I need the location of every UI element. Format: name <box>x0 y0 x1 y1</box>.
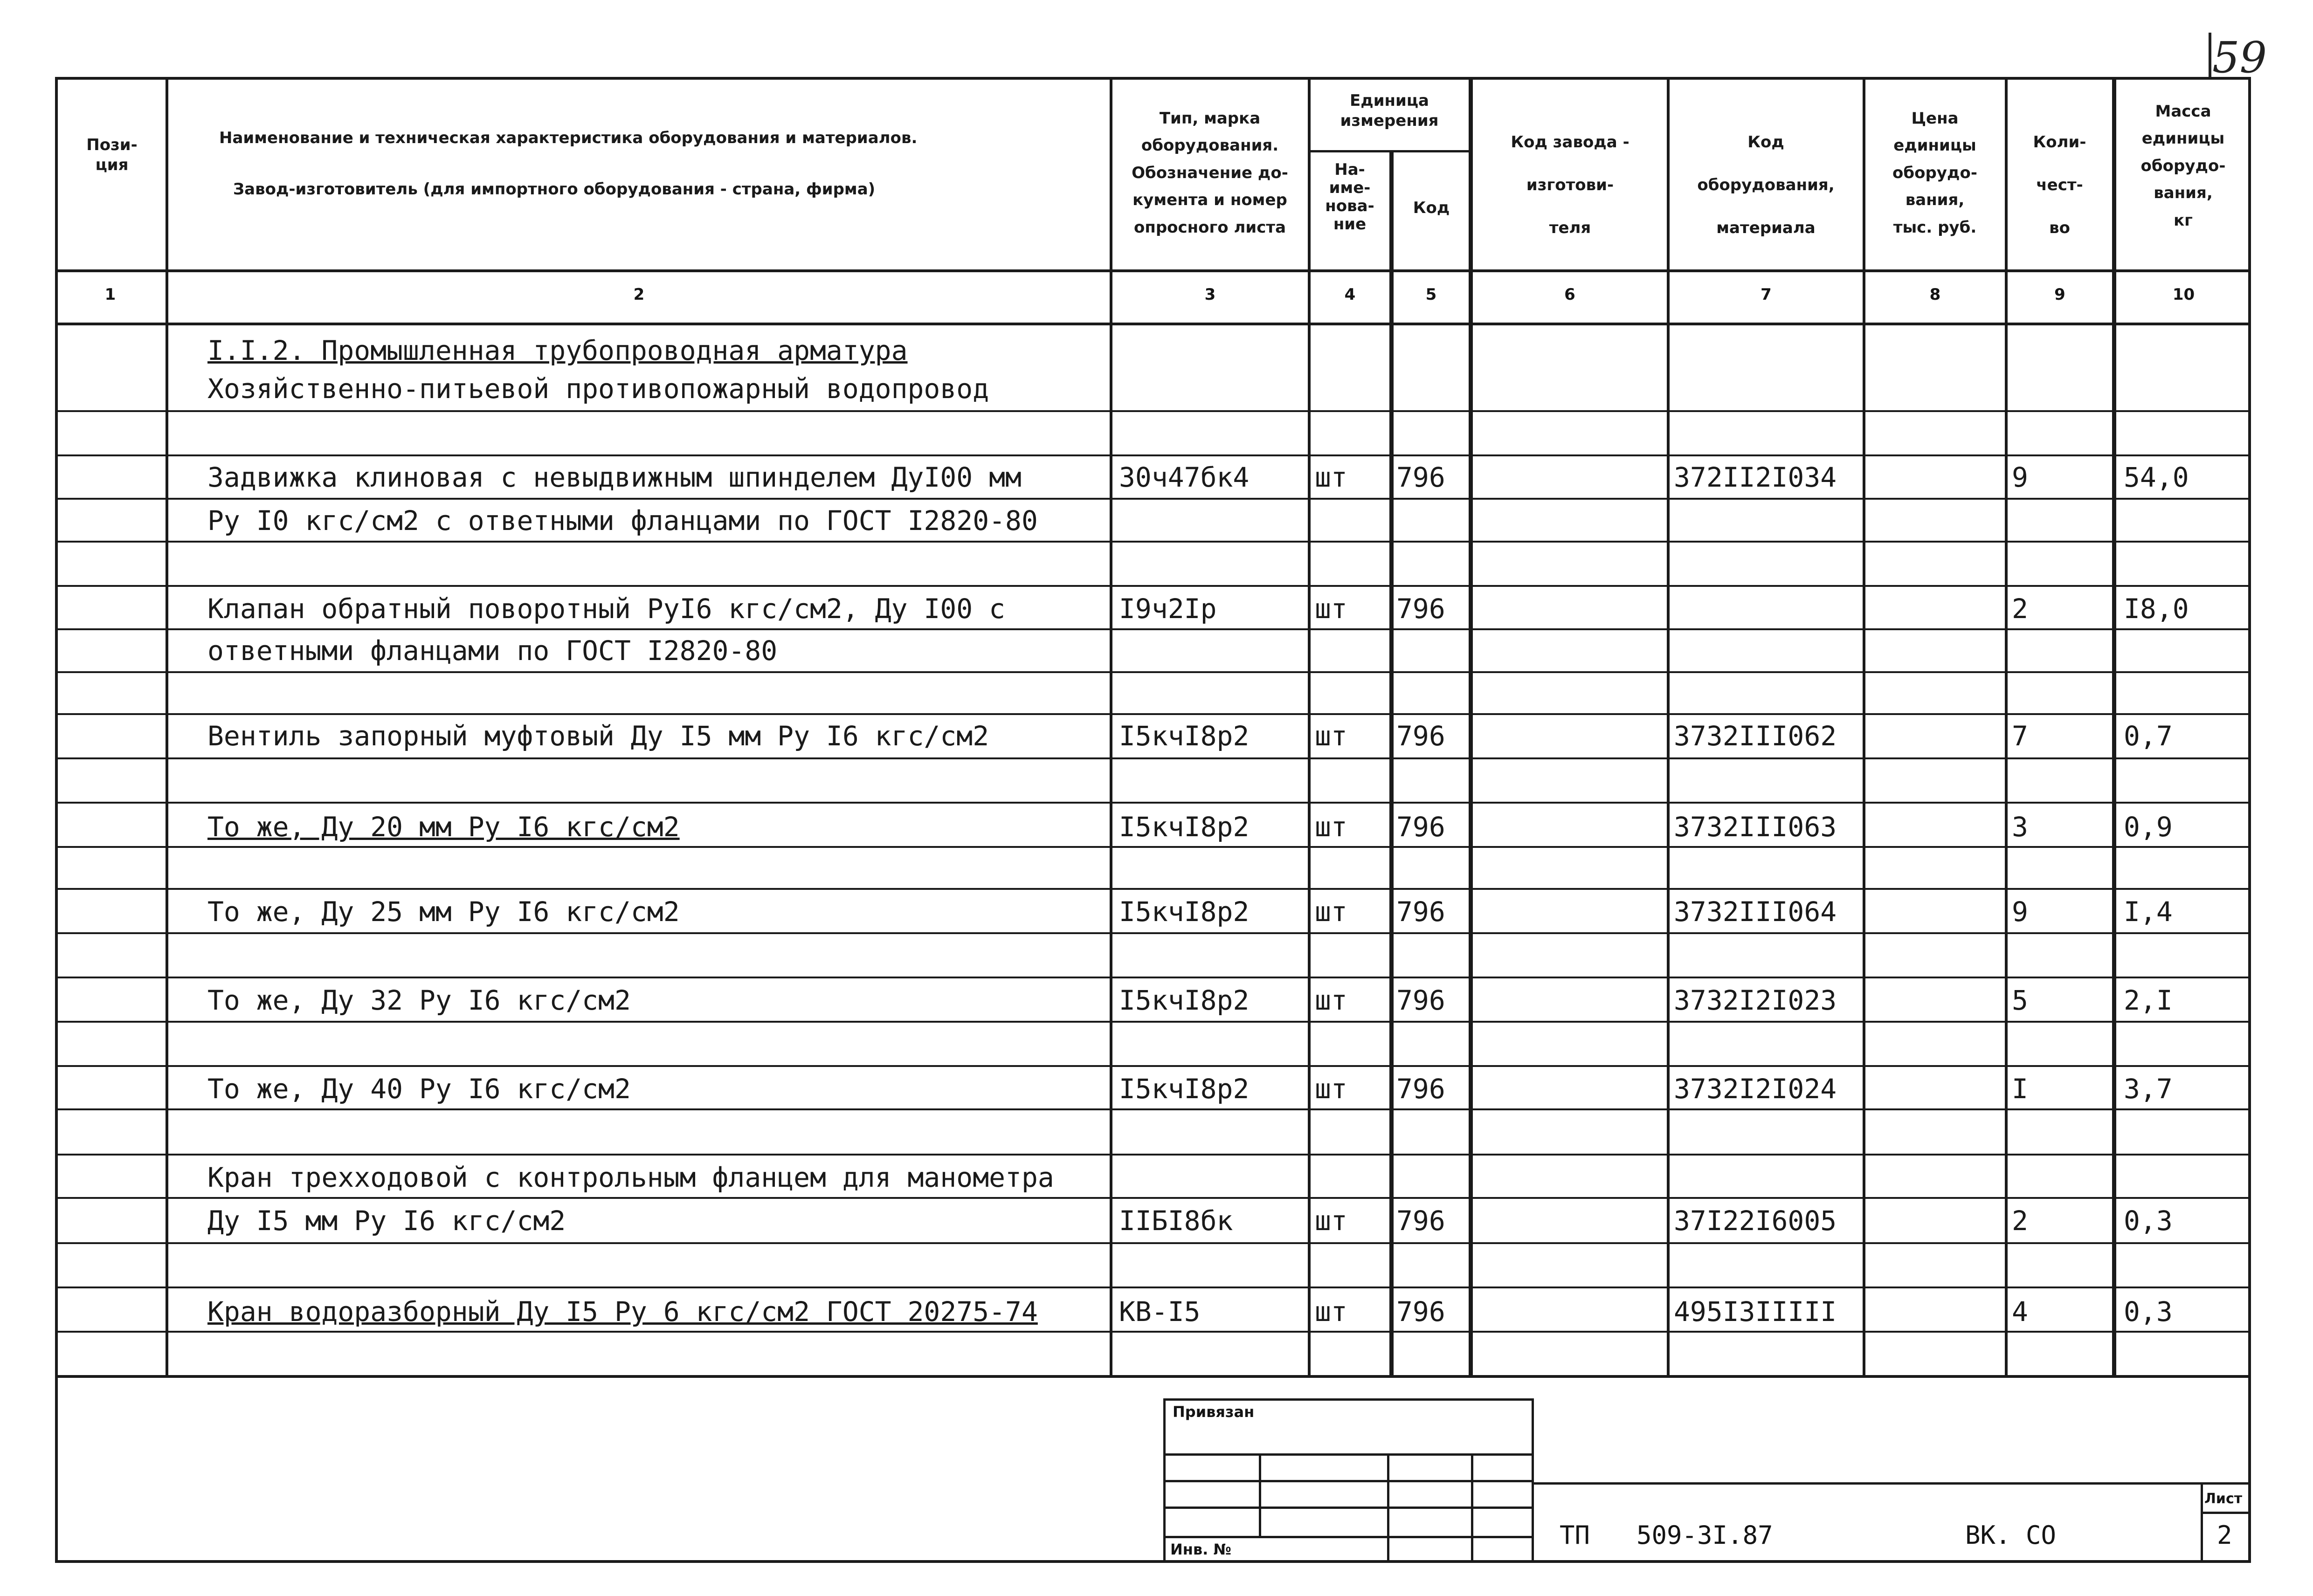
sheet-value: 2 <box>2217 1520 2232 1550</box>
row-line <box>55 802 2251 804</box>
item-type: I5кчI8р2 <box>1119 720 1250 752</box>
header-unit-name: На- име- нова- ние <box>1325 160 1374 234</box>
colnum-8: 8 <box>1929 285 1941 304</box>
section-title: I.I.2. Промышленная трубопроводная арматура <box>207 335 908 366</box>
item-unit: шт <box>1315 461 1347 493</box>
item-type: I5кчI8р2 <box>1119 896 1250 928</box>
item-name: То же, Ду 25 мм Ру I6 кгс/см2 <box>207 896 680 928</box>
header-type: Тип, марка оборудования. Обозначение до- кумента и номер опросного листа <box>1132 109 1288 237</box>
sheet-box-divider <box>2201 1512 2251 1514</box>
item-name: То же, Ду 40 Ру I6 кгс/см2 <box>207 1073 631 1105</box>
col-divider-4 <box>1389 150 1394 1377</box>
doc-number: 509-3I.87 <box>1636 1520 1773 1550</box>
header-bottom-line <box>55 269 2251 272</box>
header-factory-code: Код завода - изготови- теля <box>1511 133 1629 237</box>
item-mass: 0,9 <box>2124 811 2173 843</box>
item-name: Кран водоразборный Ду I5 Ру 6 кгс/см2 ГОСТ 20275-74 <box>207 1296 1038 1328</box>
sheet-label: Лист <box>2204 1491 2243 1507</box>
item-unit-code: 796 <box>1396 720 1445 752</box>
header-unit-group: Единица измерения <box>1340 91 1439 130</box>
item-code: 37I22I6005 <box>1674 1205 1837 1237</box>
colnum-7: 7 <box>1761 285 1772 304</box>
item-qty: 2 <box>2012 593 2028 625</box>
item-qty: I <box>2012 1073 2028 1105</box>
item-mass: 0,3 <box>2124 1205 2173 1237</box>
col-divider-5 <box>1469 77 1473 1377</box>
row-line <box>55 757 2251 759</box>
item-unit: шт <box>1315 811 1347 843</box>
header-equipment-code: Код оборудования, материала <box>1697 133 1835 237</box>
item-code: 3732I2I023 <box>1674 984 1837 1016</box>
row-line <box>55 888 2251 890</box>
item-type: I9ч2Iр <box>1119 593 1217 625</box>
colnum-2: 2 <box>633 285 645 304</box>
item-qty: 9 <box>2012 896 2028 928</box>
colnum-1: 1 <box>104 285 116 304</box>
item-name: Ру I0 кгс/см2 с ответными фланцами по ГОСТ I2820-80 <box>207 505 1038 537</box>
item-unit: шт <box>1315 896 1347 928</box>
col-divider-3 <box>1308 77 1311 1377</box>
row-line <box>55 628 2251 630</box>
page-number: 59 <box>2212 33 2267 83</box>
row-line <box>55 1331 2251 1333</box>
row-line <box>55 846 2251 848</box>
item-mass: 3,7 <box>2124 1073 2173 1105</box>
doc-block-topline <box>1534 1482 2251 1485</box>
row-line <box>55 1021 2251 1023</box>
stamp-vline <box>1259 1453 1261 1537</box>
header-price: Цена единицы оборудо- вания, тыс. руб. <box>1892 109 1977 237</box>
item-code: 3732III063 <box>1674 811 1837 843</box>
item-qty: 3 <box>2012 811 2028 843</box>
item-unit-code: 796 <box>1396 896 1445 928</box>
item-code: 372II2I034 <box>1674 461 1837 493</box>
item-name: То же, Ду 32 Ру I6 кгс/см2 <box>207 984 631 1016</box>
item-code: 3732III064 <box>1674 896 1837 928</box>
item-unit-code: 796 <box>1396 1073 1445 1105</box>
colnum-bottom-line <box>55 323 2251 325</box>
doc-prefix: ТП <box>1560 1520 1590 1550</box>
item-mass: 0,7 <box>2124 720 2173 752</box>
colnum-3: 3 <box>1204 285 1216 304</box>
header-position: Пози- ция <box>86 136 138 174</box>
item-unit-code: 796 <box>1396 461 1445 493</box>
item-name: Задвижка клиновая с невыдвижным шпинделем ДуI00 мм <box>207 461 1022 493</box>
item-name: То же, Ду 20 мм Ру I6 кгс/см2 <box>207 811 680 843</box>
item-code: 3732I2I024 <box>1674 1073 1837 1105</box>
row-line <box>55 1154 2251 1156</box>
header-unit-code: Код <box>1413 199 1450 217</box>
body-bottom-line <box>55 1375 2251 1378</box>
row-line <box>55 454 2251 456</box>
item-name: ответными фланцами по ГОСТ I2820-80 <box>207 635 778 667</box>
item-qty: 2 <box>2012 1205 2028 1237</box>
item-unit-code: 796 <box>1396 1296 1445 1328</box>
item-name: Вентиль запорный муфтовый Ду I5 мм Ру I6 кгс/см2 <box>207 720 989 752</box>
item-type: I5кчI8р2 <box>1119 811 1250 843</box>
item-unit-code: 796 <box>1396 593 1445 625</box>
item-mass: I,4 <box>2124 896 2173 928</box>
row-line <box>55 1065 2251 1067</box>
row-line <box>55 932 2251 934</box>
col-divider-1 <box>166 77 168 1377</box>
item-unit-code: 796 <box>1396 1205 1445 1237</box>
header-name-line1: Наименование и техническая характеристика оборудования и материалов. <box>219 129 918 147</box>
item-unit: шт <box>1315 1205 1347 1237</box>
row-line <box>55 1286 2251 1288</box>
item-qty: 4 <box>2012 1296 2028 1328</box>
item-qty: 9 <box>2012 461 2028 493</box>
item-unit: шт <box>1315 1296 1347 1328</box>
row-line <box>55 498 2251 500</box>
row-line <box>55 585 2251 587</box>
page-number-divider <box>2209 33 2211 77</box>
item-qty: 7 <box>2012 720 2028 752</box>
item-unit: шт <box>1315 984 1347 1016</box>
stamp-inv-label: Инв. № <box>1170 1541 1231 1558</box>
item-qty: 5 <box>2012 984 2028 1016</box>
item-unit-code: 796 <box>1396 984 1445 1016</box>
row-line <box>55 713 2251 715</box>
item-code: 495I3IIIII <box>1674 1296 1837 1328</box>
col-divider-2 <box>1110 77 1112 1377</box>
item-unit: шт <box>1315 1073 1347 1105</box>
item-mass: 54,0 <box>2124 461 2189 493</box>
col-divider-9 <box>2112 77 2116 1377</box>
row-line <box>55 977 2251 978</box>
colnum-4: 4 <box>1344 285 1356 304</box>
item-mass: 2,I <box>2124 984 2173 1016</box>
row-line <box>55 1242 2251 1244</box>
stamp-vline <box>1471 1453 1473 1563</box>
header-mass: Масса единицы оборудо- вания, кг <box>2140 102 2226 230</box>
stamp-linked-label: Привязан <box>1173 1403 1255 1421</box>
col-divider-8 <box>2005 77 2008 1377</box>
unit-group-divider <box>1308 150 1469 152</box>
row-line <box>55 541 2251 543</box>
colnum-6: 6 <box>1564 285 1575 304</box>
item-name: Клапан обратный поворотный РуI6 кгс/см2, Ду I00 с <box>207 593 1006 625</box>
colnum-9: 9 <box>2054 285 2065 304</box>
doc-mark: ВК. СО <box>1965 1520 2057 1550</box>
stamp-line <box>1163 1480 1534 1482</box>
row-line <box>55 1197 2251 1199</box>
stamp-line <box>1163 1507 1534 1509</box>
item-type: I5кчI8р2 <box>1119 984 1250 1016</box>
item-name: Кран трехходовой с контрольным фланцем для манометра <box>207 1162 1054 1193</box>
stamp-vline <box>1387 1453 1389 1563</box>
item-unit-code: 796 <box>1396 811 1445 843</box>
item-type: КВ-I5 <box>1119 1296 1201 1328</box>
item-unit: шт <box>1315 720 1347 752</box>
stamp-line <box>1163 1453 1534 1456</box>
col-divider-7 <box>1863 77 1865 1377</box>
item-mass: 0,3 <box>2124 1296 2173 1328</box>
header-quantity: Коли- чест- во <box>2033 133 2086 237</box>
col-divider-6 <box>1667 77 1670 1377</box>
item-mass: I8,0 <box>2124 593 2189 625</box>
row-line <box>55 671 2251 673</box>
item-type: I5кчI8р2 <box>1119 1073 1250 1105</box>
row-line <box>55 410 2251 412</box>
header-name-line2: Завод-изготовитель (для импортного оборудования - страна, фирма) <box>233 180 876 199</box>
colnum-5: 5 <box>1425 285 1437 304</box>
sheet-box-left <box>2201 1482 2203 1563</box>
row-line <box>55 1108 2251 1110</box>
section-subtitle: Хозяйственно-питьевой противопожарный водопровод <box>207 373 989 405</box>
stamp-line <box>1163 1536 1534 1538</box>
item-code: 3732III062 <box>1674 720 1837 752</box>
item-type: IIБI8бк <box>1119 1205 1233 1237</box>
item-name: Ду I5 мм Ру I6 кгс/см2 <box>207 1205 566 1237</box>
item-unit: шт <box>1315 593 1347 625</box>
colnum-10: 10 <box>2172 285 2195 304</box>
item-type: 30ч47бк4 <box>1119 461 1250 493</box>
